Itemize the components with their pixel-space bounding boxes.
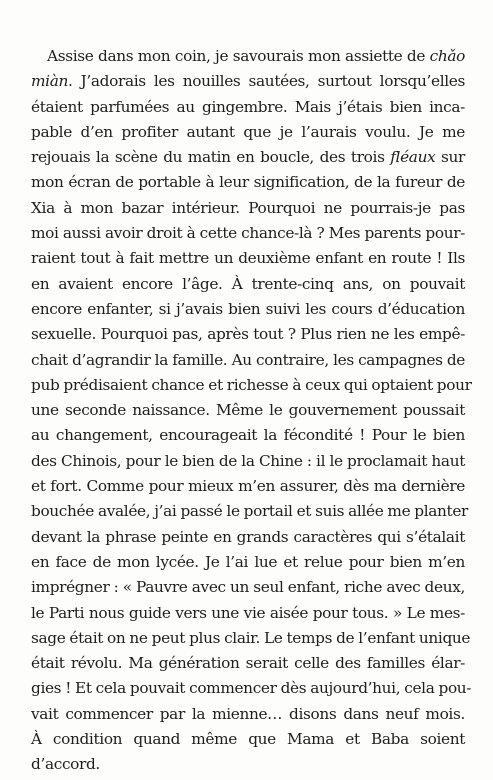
text-line [31,626,471,651]
text-line [31,525,465,550]
text-run: gies ! Et cela pouvait commencer dès aujourd’hui, cela pou- [31,679,472,698]
text-run: au changement, encourageait la fécondité ! Pour le bien [31,426,465,445]
text-run: imprégner : « Pauvre avec un seul enfant, riche avec deux, [31,578,465,597]
text-run: bouchée avalée, j’ai passé le portail et suis allée me planter [31,502,469,521]
text-line [31,145,465,170]
text-line [31,95,465,120]
text-line [31,499,469,524]
text-run: chait d’agrandir la famille. Au contraire, les campagnes de [31,350,465,369]
text-run: À condition quand même que Mama et Baba soient [31,730,465,749]
text-line [31,69,465,94]
text-run: . J’adorais les nouilles sautées, surtout lorsqu’elles [67,72,465,91]
text-line [31,196,465,221]
text-line [31,348,465,373]
text-run: Xia à mon bazar intérieur. Pourquoi ne pourrais-je pas [31,198,465,217]
text-line [31,752,465,777]
text-line [31,398,465,423]
text-line [31,297,465,322]
body-paragraph [31,44,472,778]
text-run: sur [435,148,465,167]
text-line [31,373,472,398]
text-line [31,170,465,195]
text-line [31,246,465,271]
text-line [31,727,465,752]
text-run: vait commencer par la mienne… disons dans neuf mois. [31,704,465,723]
text-run: et fort. Comme pour mieux m’en assurer, dès ma dernière [31,477,465,496]
text-run: une seconde naissance. Même le gouvernement poussait [31,401,465,420]
text-line [31,449,465,474]
text-run: encore enfanter, si j’avais bien suivi les cours d’éducation [31,299,465,318]
italic-text: fléaux [390,148,436,167]
text-run: en avaient encore l’âge. À trente-cinq ans, on pouvait [31,274,465,293]
text-line [31,550,465,575]
text-line [31,575,465,600]
text-run: pub prédisaient chance et richesse à ceux qui optaient pour [31,375,472,394]
text-line [31,221,465,246]
text-line [31,601,465,626]
text-run: raient tout à fait mettre un deuxième enfant en route ! Ils [31,249,465,268]
text-line [31,702,465,727]
text-run: moi aussi avoir droit à cette chance-là ? Mes parents pour- [31,224,465,243]
text-line [31,44,465,69]
text-run: rejouais la scène du matin en boucle, des trois [31,148,391,167]
text-run: le Parti nous guide vers une vie aisée pour tous. » Le mes- [31,603,465,622]
text-run: Assise dans mon coin, je savourais mon assiette de [47,47,430,65]
text-run: d’accord. [31,755,100,774]
text-line [31,676,472,701]
italic-text: miàn [31,72,68,91]
text-run: était révolu. Ma génération serait celle des familles élar- [31,654,465,673]
text-line [31,423,465,448]
text-line [31,120,465,145]
italic-text: chǎo [429,47,465,65]
text-run: des Chinois, pour le bien de la Chine : il le proclamait haut [31,451,465,470]
text-run: en face de mon lycée. Je l’ai lue et relue pour bien m’en [31,552,465,571]
text-run: sage était on ne peut plus clair. Le temps de l’enfant unique [31,628,471,647]
text-run: sexuelle. Pourquoi pas, après tout ? Plus rien ne les empê- [31,325,465,344]
text-run: devant la phrase peinte en grands caractères qui s’étalait [31,527,465,546]
text-run: étaient parfumées au gingembre. Mais j’étais bien inca- [31,97,465,116]
text-line [31,272,465,297]
text-line [31,322,465,347]
text-run: pable d’en profiter autant que je l’aurais voulu. Je me [31,122,465,141]
text-line [31,651,465,676]
text-run: mon écran de portable à leur signification, de la fureur de [31,173,465,192]
text-line [31,474,465,499]
